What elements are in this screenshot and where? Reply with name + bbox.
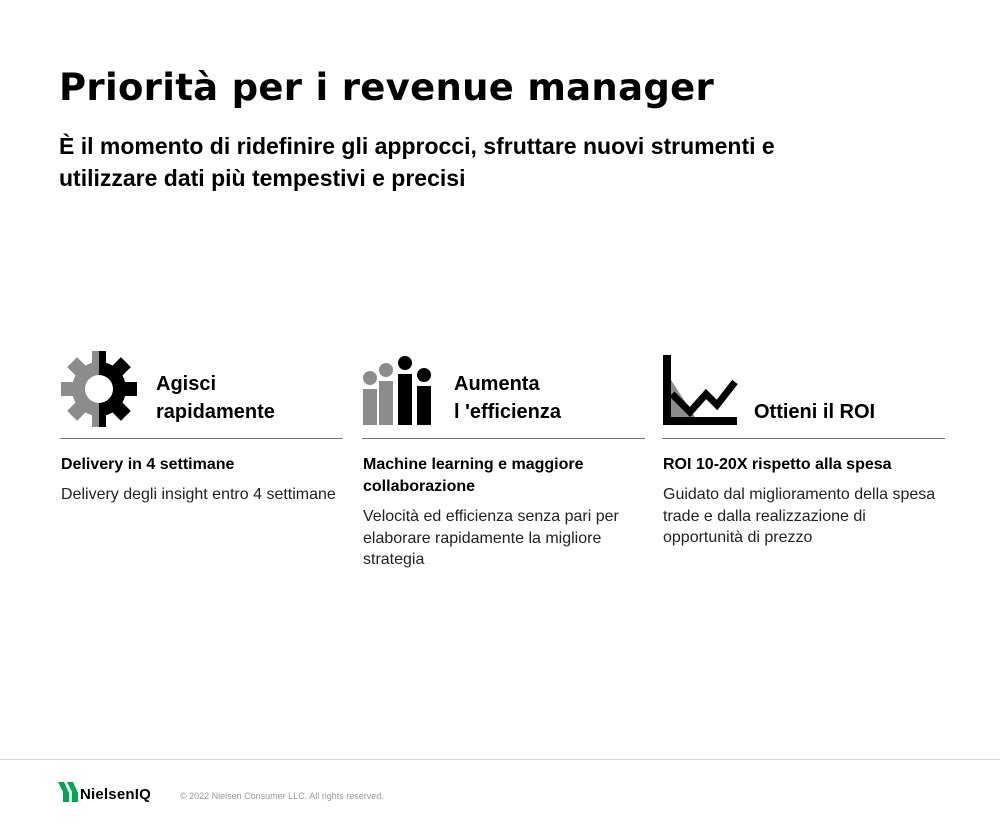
heading-line-1: Aumenta (454, 373, 540, 395)
growth-chart-icon (662, 350, 738, 431)
nielseniq-logo-icon (57, 781, 79, 808)
page-subtitle: È il momento di ridefinire gli approcci, sfruttare nuovi strumenti e utilizzare dati più tempestivi e precisi (59, 133, 775, 191)
column-header (662, 348, 945, 439)
priority-column-efficiency (362, 348, 645, 571)
heading-line-2: l 'efficienza (454, 401, 562, 423)
people-icon (362, 350, 438, 433)
column-text: Velocità ed efficienza senza pari per elaborare rapidamente la migliore strategia (363, 508, 619, 568)
column-heading (454, 370, 561, 426)
heading-line-2: Ottieni il ROI (754, 401, 876, 423)
heading-line-1: Agisci (156, 373, 217, 395)
column-header (362, 348, 645, 439)
footer-divider (0, 759, 1000, 760)
column-lead: Delivery in 4 settimane (61, 456, 235, 473)
gear-icon (60, 350, 138, 433)
column-lead: Machine learning e maggiore collaborazione (363, 456, 584, 495)
column-header (60, 348, 343, 439)
page-title: Priorità per i revenue manager (59, 66, 715, 109)
brand-name: NielsenIQ (80, 786, 151, 803)
column-lead: ROI 10-20X rispetto alla spesa (663, 456, 892, 473)
column-heading (754, 398, 875, 426)
heading-line-2: rapidamente (156, 401, 275, 423)
copyright-notice: © 2022 Nielsen Consumer LLC. All rights reserved. (180, 791, 384, 801)
column-text: Delivery degli insight entro 4 settimane (61, 486, 336, 503)
priority-column-speed (60, 348, 343, 506)
column-heading (156, 370, 275, 426)
column-text: Guidato dal miglioramento della spesa trade e dalla realizzazione di opportunità di prezzo (663, 486, 936, 546)
priority-column-roi (662, 348, 945, 549)
